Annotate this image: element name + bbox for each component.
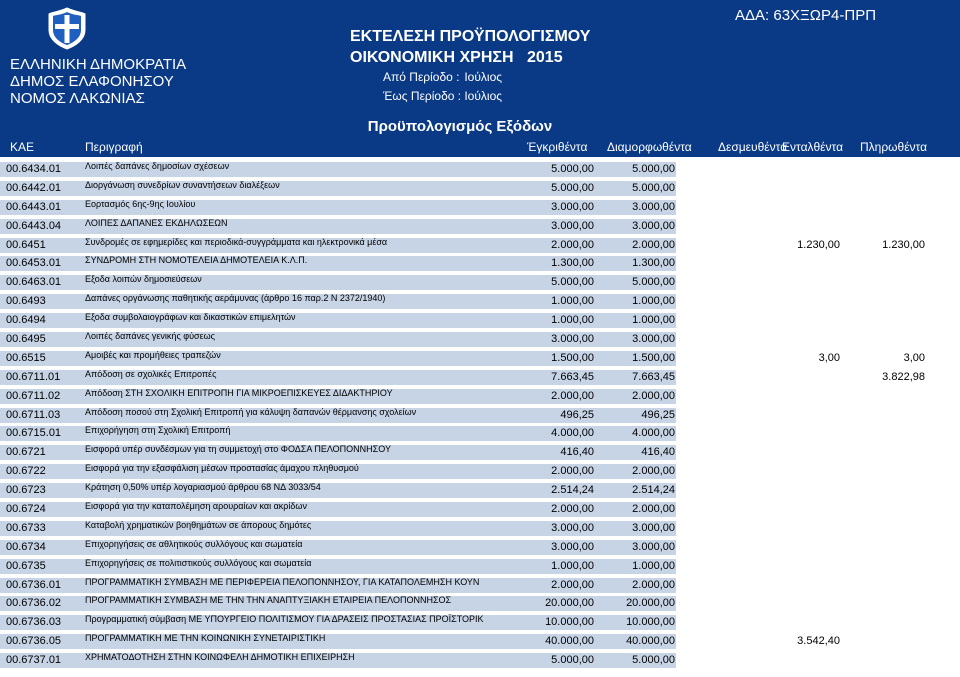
row-description: Απόδοση ποσού στη Σχολική Επιτροπή για κάλυψη δαπανών θέρμανσης σχολείων — [85, 406, 417, 417]
row-formed: 2.514,24 — [632, 484, 675, 497]
organization-block — [10, 56, 186, 107]
row-kae: 00.6463.01 — [6, 276, 62, 289]
col-committed: Δεσμευθέντα — [718, 140, 788, 154]
row-approved: 3.000,00 — [551, 200, 594, 213]
row-approved: 20.000,00 — [545, 597, 594, 610]
row-description: ΧΡΗΜΑΤΟΔΟΤΗΣΗ ΣΤΗΝ ΚΟΙΝΩΦΕΛΗ ΔΗΜΟΤΙΚΗ ΕΠΙΧΕΙΡΗΣΗ — [85, 652, 355, 663]
row-approved: 3.000,00 — [551, 333, 594, 346]
row-approved: 2.000,00 — [551, 238, 594, 251]
table-row — [0, 179, 960, 198]
col-paid: Πληρωθέντα — [860, 140, 928, 154]
row-kae: 00.6443.04 — [6, 219, 62, 232]
row-description: Δαπάνες οργάνωσης παθητικής αεράμυνας (άρθρο 16 παρ.2 Ν 2372/1940) — [85, 293, 386, 304]
row-formed: 5.000,00 — [632, 276, 675, 289]
row-approved: 1.000,00 — [551, 314, 594, 327]
row-description: Επιχορηγήσεις σε αθλητικούς συλλόγους και σωματεία — [85, 538, 303, 549]
period-to-label: Έως Περίοδο : — [383, 89, 462, 103]
row-approved: 3.000,00 — [551, 219, 594, 232]
period-from-value: Ιούλιος — [464, 70, 503, 84]
period-from-label: Από Περίοδο : — [383, 70, 460, 84]
row-formed: 5.000,00 — [632, 163, 675, 175]
report-subtitle: ΟΙΚΟΝΟΜΙΚΗ ΧΡΗΣΗ — [350, 49, 514, 66]
table-row — [0, 330, 960, 349]
row-description: Εισφορά για την καταπολέμηση αρουραίων και ακρίδων — [85, 501, 307, 512]
table-row — [0, 481, 960, 500]
row-formed: 3.000,00 — [632, 540, 675, 553]
table-row — [0, 462, 960, 481]
row-approved: 2.514,24 — [551, 484, 594, 497]
org-country: ΕΛΛΗΝΙΚΗ ΔΗΜΟΚΡΑΤΙΑ — [10, 56, 187, 73]
row-formed: 2.000,00 — [632, 503, 675, 516]
row-kae: 00.6736.05 — [6, 635, 62, 648]
row-approved: 2.000,00 — [551, 389, 594, 402]
row-kae: 00.6736.03 — [6, 616, 62, 629]
row-approved: 4.000,00 — [551, 427, 594, 440]
row-description: Εξοδα λοιπών δημοσιεύσεων — [85, 274, 202, 285]
row-certified: 3.542,40 — [797, 635, 840, 648]
row-formed: 496,25 — [641, 408, 675, 421]
row-kae: 00.6493 — [6, 295, 46, 308]
row-description: Εισφορά υπέρ συνδέσμων για τη συμμετοχή στο ΦΟΔΣΑ ΠΕΛΟΠΟΝΝΗΣΟΥ — [85, 444, 391, 455]
row-kae: 00.6711.01 — [6, 370, 61, 383]
table-row — [0, 519, 960, 538]
row-description: Προγραμματική σύμβαση ΜΕ ΥΠΟΥΡΓΕΙΟ ΠΟΛΙΤΙΣΜΟΥ ΓΙΑ ΔΡΑΣΕΙΣ ΠΡΟΣΤΑΣΙΑΣ ΠΡΟΪΣΤΟΡΙΚ — [85, 614, 484, 625]
row-description: Εορτασμός 6ης-9ης Ιουλίου — [85, 198, 196, 209]
row-kae: 00.6723 — [6, 484, 46, 497]
row-approved: 2.000,00 — [551, 503, 594, 516]
row-approved: 1.500,00 — [551, 351, 594, 364]
row-description: Συνδρομές σε εφημερίδες και περιοδικά-συγγράμματα και ηλεκτρονικά μέσα — [85, 236, 388, 247]
row-approved: 10.000,00 — [545, 616, 594, 629]
row-formed: 7.663,45 — [632, 370, 675, 383]
row-approved: 1.000,00 — [551, 295, 594, 308]
row-kae: 00.6451 — [6, 238, 46, 251]
row-kae: 00.6442.01 — [6, 181, 62, 194]
row-description: ΠΡΟΓΡΑΜΜΑΤΙΚΗ ΜΕ ΤΗΝ ΚΟΙΝΩΝΙΚΗ ΣΥΝΕΤΑΙΡΙΣΤΙΚΗ — [85, 633, 326, 644]
report-title: ΕΚΤΕΛΕΣΗ ΠΡΟΫΠΟΛΟΓΙΣΜΟΥ — [350, 28, 591, 45]
period-from — [383, 70, 502, 84]
ada-code: ΑΔΑ: 63ΧΞΩΡ4-ΠΡΠ — [735, 7, 877, 24]
table-row — [0, 217, 960, 236]
period-to-value: Ιούλιος — [464, 89, 503, 103]
row-paid: 3,00 — [903, 351, 925, 364]
row-approved: 5.000,00 — [551, 181, 594, 194]
row-kae: 00.6736.01 — [6, 578, 62, 591]
row-approved: 496,25 — [560, 408, 594, 421]
col-certified: Ενταλθέντα — [782, 140, 844, 154]
row-approved: 2.000,00 — [551, 578, 594, 591]
row-formed: 2.000,00 — [632, 389, 675, 402]
report-year: 2015 — [527, 49, 563, 66]
col-formed: Διαμορφωθέντα — [607, 140, 692, 154]
row-approved: 40.000,00 — [545, 635, 594, 648]
row-kae: 00.6735 — [6, 559, 46, 572]
row-formed: 10.000,00 — [626, 616, 675, 629]
table-row — [0, 557, 960, 576]
row-description: ΠΡΟΓΡΑΜΜΑΤΙΚΗ ΣΥΜΒΑΣΗ ΜΕ ΠΕΡΙΦΕΡΕΙΑ ΠΕΛΟΠΟΝΝΗΣΟΥ, ΓΙΑ ΚΑΤΑΠΟΛΕΜΗΣΗ ΚΟΥΝ — [85, 576, 480, 587]
row-kae: 00.6495 — [6, 333, 46, 346]
row-formed: 1.000,00 — [632, 295, 675, 308]
table-row — [0, 273, 960, 292]
table-row — [0, 236, 960, 255]
row-approved: 3.000,00 — [551, 521, 594, 534]
col-description: Περιγραφή — [85, 140, 143, 154]
row-kae: 00.6734 — [6, 540, 46, 553]
row-formed: 4.000,00 — [632, 427, 675, 440]
row-kae: 00.6721 — [6, 446, 46, 459]
row-formed: 416,40 — [641, 446, 675, 459]
row-description: ΣΥΝΔΡΟΜΗ ΣΤΗ ΝΟΜΟΤΕΛΕΙΑ ΔΗΜΟΤΕΛΕΙΑ Κ.Λ.Π. — [85, 255, 308, 266]
row-certified: 1.230,00 — [797, 238, 840, 251]
row-kae: 00.6494 — [6, 314, 46, 327]
row-kae: 00.6736.02 — [6, 597, 62, 610]
table-row — [0, 500, 960, 519]
row-approved: 5.000,00 — [551, 276, 594, 289]
row-description: Εισφορά για την εξασφάλιση μέσων προστασίας άμαχου πληθυσμού — [85, 463, 359, 474]
table-row — [0, 594, 960, 613]
row-approved: 7.663,45 — [551, 370, 594, 383]
row-description: ΛΟΙΠΕΣ ΔΑΠΑΝΕΣ ΕΚΔΗΛΩΣΕΩΝ — [85, 217, 228, 228]
row-formed: 3.000,00 — [632, 219, 675, 232]
row-description: Απόδοση ΣΤΗ ΣΧΟΛΙΚΗ ΕΠΙΤΡΟΠΗ ΓΙΑ ΜΙΚΡΟΕΠΙΣΚΕΥΕΣ ΔΙΔΑΚΤΗΡΙΟΥ — [85, 387, 393, 398]
row-description: Καταβολή χρηματικών βοηθημάτων σε άπορους δημότες — [85, 519, 312, 530]
row-formed: 1.000,00 — [632, 314, 675, 327]
row-formed: 5.000,00 — [632, 181, 675, 194]
period-to — [383, 89, 502, 103]
col-approved: Έγκριθέντα — [527, 140, 588, 154]
row-approved: 3.000,00 — [551, 540, 594, 553]
table-row — [0, 292, 960, 311]
row-kae: 00.6453.01 — [6, 257, 62, 270]
table-row — [0, 368, 960, 387]
table-row — [0, 443, 960, 462]
row-kae: 00.6722 — [6, 465, 46, 478]
table-row — [0, 538, 960, 557]
row-formed: 20.000,00 — [626, 597, 675, 610]
row-approved: 2.000,00 — [551, 465, 594, 478]
table-row — [0, 349, 960, 368]
row-kae: 00.6515 — [6, 351, 46, 364]
table-row — [0, 160, 960, 179]
table-row — [0, 613, 960, 632]
row-approved: 416,40 — [560, 446, 594, 459]
table-row — [0, 651, 960, 670]
table-row — [0, 387, 960, 406]
row-kae: 00.6724 — [6, 503, 46, 516]
table-row — [0, 311, 960, 330]
org-municipality: ΔΗΜΟΣ ΕΛΑΦΟΝΗΣΟΥ — [10, 73, 174, 90]
row-approved: 1.300,00 — [551, 257, 594, 270]
row-approved: 5.000,00 — [551, 654, 594, 667]
column-header-bar — [0, 137, 960, 157]
row-description: Λοιπές δαπάνες δημοσίων σχέσεων — [85, 161, 230, 171]
row-formed: 5.000,00 — [632, 654, 675, 667]
row-formed: 1.300,00 — [632, 257, 675, 270]
row-description: Επιχορήγηση στη Σχολική Επιτροπή — [85, 425, 231, 436]
row-formed: 2.000,00 — [632, 465, 675, 478]
org-prefecture: ΝΟΜΟΣ ΛΑΚΩΝΙΑΣ — [10, 90, 145, 107]
row-formed: 1.000,00 — [632, 559, 675, 572]
report-header — [0, 0, 960, 137]
row-formed: 40.000,00 — [626, 635, 675, 648]
row-kae: 00.6711.03 — [6, 408, 61, 421]
row-formed: 3.000,00 — [632, 521, 675, 534]
row-kae: 00.6711.02 — [6, 389, 61, 402]
section-title: Προϋπολογισμός Εξόδων — [367, 118, 553, 135]
row-description: Εξοδα συμβολαιογράφων και δικαστικών επιμελητών — [85, 312, 296, 323]
row-kae: 00.6733 — [6, 521, 46, 534]
table-row — [0, 424, 960, 443]
row-description: Λοιπές δαπάνες γενικής φύσεως — [85, 331, 215, 342]
row-formed: 3.000,00 — [632, 200, 675, 213]
row-paid: 1.230,00 — [882, 238, 925, 251]
row-formed: 1.500,00 — [632, 351, 675, 364]
row-description: Κράτηση 0,50% υπέρ λογαριασμού άρθρου 68 ΝΔ 3033/54 — [85, 482, 321, 493]
row-description: Αμοιβές και προμήθειες τραπεζών — [85, 349, 221, 360]
row-description: ΠΡΟΓΡΑΜΜΑΤΙΚΗ ΣΥΜΒΑΣΗ ΜΕ ΤΗΝ ΤΗΝ ΑΝΑΠΤΥΞΙΑΚΗ ΕΤΑΙΡΕΙΑ ΠΕΛΟΠΟΝΝΗΣΟΣ — [85, 595, 452, 606]
row-kae: 00.6443.01 — [6, 200, 62, 213]
row-description: Απόδοση σε σχολικές Επιτροπές — [85, 368, 217, 379]
row-formed: 2.000,00 — [632, 578, 675, 591]
row-formed: 2.000,00 — [632, 238, 675, 251]
table-row — [0, 406, 960, 425]
row-kae: 00.6434.01 — [6, 163, 62, 175]
row-description: Επιχορηγήσεις σε πολιτιστικούς συλλόγους και σωματεία — [85, 557, 312, 568]
table-row — [0, 198, 960, 217]
row-paid: 3.822,98 — [882, 370, 925, 383]
greek-coat-of-arms-icon — [45, 6, 89, 50]
table-row — [0, 576, 960, 595]
col-kae: ΚΑΕ — [10, 140, 35, 154]
table-row — [0, 632, 960, 651]
table-row — [0, 254, 960, 273]
row-formed: 3.000,00 — [632, 333, 675, 346]
row-certified: 3,00 — [818, 351, 840, 364]
row-approved: 1.000,00 — [551, 559, 594, 572]
row-kae: 00.6737.01 — [6, 654, 62, 667]
row-kae: 00.6715.01 — [6, 427, 62, 440]
row-approved: 5.000,00 — [551, 163, 594, 175]
budget-table — [0, 160, 960, 670]
row-description: Διοργάνωση συνεδρίων συναντήσεων διαλέξεων — [85, 179, 280, 190]
